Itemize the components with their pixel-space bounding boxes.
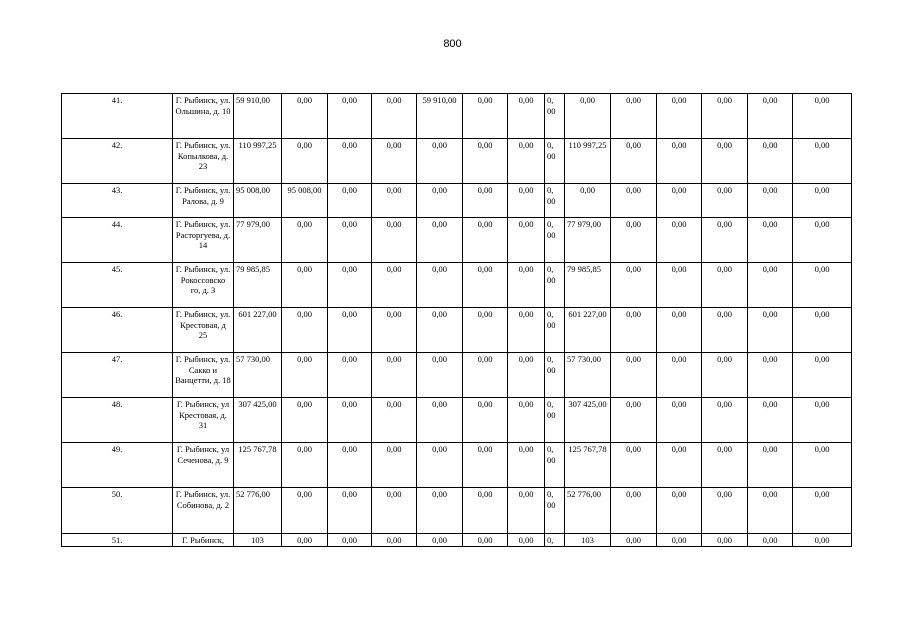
- value-cell: 0,00: [463, 534, 508, 547]
- value-cell: 0,00: [657, 139, 702, 184]
- value-cell: 0,00: [793, 184, 852, 218]
- row-number: 46.: [62, 308, 173, 353]
- address-cell: Г. Рыбинск, ул Крестовая, д. 31: [173, 398, 234, 443]
- value-cell: 0,00: [372, 488, 417, 534]
- value-cell: 0,00: [463, 139, 508, 184]
- value-cell: 0,00: [657, 218, 702, 263]
- value-cell: 77 979,00: [565, 218, 611, 263]
- value-cell: 0,00: [793, 443, 852, 488]
- total-cell: 59 910,00: [234, 94, 282, 139]
- value-cell: 0,00: [417, 308, 463, 353]
- row-number: 41.: [62, 94, 173, 139]
- value-cell: 0,00: [657, 184, 702, 218]
- value-cell: 0,00: [657, 534, 702, 547]
- value-cell: 0,00: [372, 534, 417, 547]
- value-cell: 0, 00: [545, 308, 565, 353]
- value-cell: 0,00: [793, 398, 852, 443]
- value-cell: 0,00: [463, 184, 508, 218]
- value-cell: 0,00: [463, 94, 508, 139]
- value-cell: 0,00: [508, 353, 545, 398]
- total-cell: 103: [234, 534, 282, 547]
- value-cell: 0, 00: [545, 488, 565, 534]
- value-cell: 0,00: [508, 94, 545, 139]
- address-cell: Г. Рыбинск, ул. Рокоссовско го, д. 3: [173, 263, 234, 308]
- value-cell: 0,00: [748, 308, 793, 353]
- row-number: 49.: [62, 443, 173, 488]
- value-cell: 0,00: [282, 263, 328, 308]
- value-cell: 0,00: [463, 353, 508, 398]
- value-cell: 125 767,78: [565, 443, 611, 488]
- value-cell: 0,00: [702, 308, 748, 353]
- total-cell: 125 767,78: [234, 443, 282, 488]
- value-cell: 0,00: [282, 308, 328, 353]
- value-cell: 0,00: [463, 308, 508, 353]
- row-number: 47.: [62, 353, 173, 398]
- value-cell: 0,00: [328, 443, 372, 488]
- value-cell: 0,00: [611, 184, 657, 218]
- value-cell: 0,00: [748, 139, 793, 184]
- value-cell: 0,00: [748, 488, 793, 534]
- value-cell: 95 008,00: [282, 184, 328, 218]
- value-cell: 0,00: [657, 94, 702, 139]
- value-cell: 0,00: [611, 353, 657, 398]
- total-cell: 307 425,00: [234, 398, 282, 443]
- value-cell: 0,00: [702, 263, 748, 308]
- address-cell: Г. Рыбинск, ул. Крестовая, д 25: [173, 308, 234, 353]
- value-cell: 0,00: [372, 184, 417, 218]
- value-cell: 0, 00: [545, 353, 565, 398]
- value-cell: 0,00: [508, 218, 545, 263]
- value-cell: 0,00: [372, 353, 417, 398]
- data-table: [61, 93, 852, 547]
- value-cell: 0,00: [611, 94, 657, 139]
- value-cell: 0,00: [748, 534, 793, 547]
- value-cell: 0,00: [611, 534, 657, 547]
- value-cell: 0,00: [463, 398, 508, 443]
- value-cell: 0,00: [372, 94, 417, 139]
- row-number: 45.: [62, 263, 173, 308]
- value-cell: 0, 00: [545, 443, 565, 488]
- value-cell: 0,00: [282, 488, 328, 534]
- value-cell: 0, 00: [545, 398, 565, 443]
- address-cell: Г. Рыбинск, ул Сеченова, д. 9: [173, 443, 234, 488]
- value-cell: 0,00: [417, 184, 463, 218]
- value-cell: 0,00: [508, 184, 545, 218]
- total-cell: 57 730,00: [234, 353, 282, 398]
- value-cell: 103: [565, 534, 611, 547]
- address-cell: Г. Рыбинск, ул. Ольшина, д. 10: [173, 94, 234, 139]
- value-cell: 57 730,00: [565, 353, 611, 398]
- value-cell: 0,00: [372, 398, 417, 443]
- value-cell: 0,00: [463, 263, 508, 308]
- value-cell: 0,00: [565, 184, 611, 218]
- value-cell: 601 227,00: [565, 308, 611, 353]
- value-cell: 0,00: [282, 218, 328, 263]
- value-cell: 0,00: [417, 534, 463, 547]
- value-cell: 0,00: [417, 218, 463, 263]
- value-cell: 0,00: [565, 94, 611, 139]
- table-row: [62, 353, 852, 398]
- value-cell: 0,00: [328, 94, 372, 139]
- value-cell: 0, 00: [545, 218, 565, 263]
- value-cell: 0,00: [328, 534, 372, 547]
- value-cell: 0,00: [417, 263, 463, 308]
- table-row: [62, 488, 852, 534]
- value-cell: 0,00: [702, 398, 748, 443]
- value-cell: 0, 00: [545, 184, 565, 218]
- value-cell: 0,00: [793, 353, 852, 398]
- value-cell: 0,00: [508, 398, 545, 443]
- value-cell: 0,: [545, 534, 565, 547]
- value-cell: 0,00: [508, 488, 545, 534]
- value-cell: 0,00: [328, 353, 372, 398]
- value-cell: 0,00: [508, 443, 545, 488]
- value-cell: 0,00: [328, 184, 372, 218]
- value-cell: 0,00: [417, 353, 463, 398]
- table-row: [62, 218, 852, 263]
- value-cell: 0,00: [328, 308, 372, 353]
- value-cell: 0,00: [793, 218, 852, 263]
- page-number: 800: [443, 38, 462, 50]
- value-cell: 0,00: [372, 443, 417, 488]
- value-cell: 0,00: [508, 263, 545, 308]
- value-cell: 0,00: [508, 308, 545, 353]
- row-number: 51.: [62, 534, 173, 547]
- value-cell: 0,00: [702, 488, 748, 534]
- table-body: [62, 94, 852, 547]
- value-cell: 0,00: [508, 534, 545, 547]
- value-cell: 0,00: [748, 353, 793, 398]
- value-cell: 0,00: [702, 184, 748, 218]
- value-cell: 0, 00: [545, 94, 565, 139]
- row-number: 50.: [62, 488, 173, 534]
- table-row: [62, 263, 852, 308]
- value-cell: 0,00: [372, 308, 417, 353]
- total-cell: 52 776,00: [234, 488, 282, 534]
- address-cell: Г. Рыбинск,: [173, 534, 234, 547]
- value-cell: 0,00: [611, 488, 657, 534]
- address-cell: Г. Рыбинск, ул. Сакко и Ванцетти, д. 18: [173, 353, 234, 398]
- value-cell: 0,00: [282, 353, 328, 398]
- row-number: 42.: [62, 139, 173, 184]
- value-cell: 0,00: [417, 139, 463, 184]
- table-row: [62, 534, 852, 547]
- value-cell: 0,00: [328, 139, 372, 184]
- value-cell: 0,00: [793, 263, 852, 308]
- total-cell: 79 985,85: [234, 263, 282, 308]
- value-cell: 0,00: [417, 443, 463, 488]
- value-cell: 0,00: [657, 353, 702, 398]
- value-cell: 0,00: [611, 218, 657, 263]
- value-cell: 0,00: [702, 443, 748, 488]
- value-cell: 0,00: [793, 488, 852, 534]
- value-cell: 0,00: [282, 398, 328, 443]
- value-cell: 0,00: [748, 398, 793, 443]
- address-cell: Г. Рыбинск, ул. Копылкова, д. 23: [173, 139, 234, 184]
- value-cell: 0,00: [702, 218, 748, 263]
- value-cell: 0,00: [702, 94, 748, 139]
- value-cell: 0,00: [282, 534, 328, 547]
- value-cell: 0,00: [508, 139, 545, 184]
- value-cell: 0,00: [657, 308, 702, 353]
- value-cell: 0,00: [282, 443, 328, 488]
- value-cell: 0,00: [748, 218, 793, 263]
- value-cell: 0,00: [793, 139, 852, 184]
- value-cell: 0,00: [372, 139, 417, 184]
- value-cell: 0,00: [702, 139, 748, 184]
- table-row: [62, 398, 852, 443]
- table-row: [62, 139, 852, 184]
- value-cell: 0,00: [611, 308, 657, 353]
- value-cell: 0,00: [611, 263, 657, 308]
- total-cell: 601 227,00: [234, 308, 282, 353]
- value-cell: 0,00: [611, 398, 657, 443]
- value-cell: 0,00: [657, 398, 702, 443]
- row-number: 44.: [62, 218, 173, 263]
- value-cell: 59 910,00: [417, 94, 463, 139]
- value-cell: 0,00: [748, 263, 793, 308]
- address-cell: Г. Рыбинск, ул. Собинова, д. 2: [173, 488, 234, 534]
- value-cell: 0,00: [463, 443, 508, 488]
- value-cell: 0,00: [463, 488, 508, 534]
- total-cell: 110 997,25: [234, 139, 282, 184]
- value-cell: 0,00: [417, 398, 463, 443]
- value-cell: 0,00: [611, 443, 657, 488]
- value-cell: 307 425,00: [565, 398, 611, 443]
- value-cell: 0,00: [657, 488, 702, 534]
- value-cell: 0,00: [793, 94, 852, 139]
- table-row: [62, 94, 852, 139]
- value-cell: 0,00: [702, 353, 748, 398]
- value-cell: 0,00: [282, 94, 328, 139]
- value-cell: 0,00: [793, 308, 852, 353]
- value-cell: 0,00: [328, 488, 372, 534]
- value-cell: 0,00: [657, 443, 702, 488]
- row-number: 48.: [62, 398, 173, 443]
- total-cell: 77 979,00: [234, 218, 282, 263]
- value-cell: 0,00: [328, 218, 372, 263]
- total-cell: 95 008,00: [234, 184, 282, 218]
- value-cell: 0,00: [328, 263, 372, 308]
- address-cell: Г. Рыбинск, ул. Ралова, д. 9: [173, 184, 234, 218]
- value-cell: 0,00: [702, 534, 748, 547]
- value-cell: 0,00: [417, 488, 463, 534]
- value-cell: 79 985,85: [565, 263, 611, 308]
- value-cell: 0, 00: [545, 139, 565, 184]
- table-row: [62, 308, 852, 353]
- value-cell: 0,00: [282, 139, 328, 184]
- value-cell: 0,00: [748, 94, 793, 139]
- value-cell: 0,00: [611, 139, 657, 184]
- value-cell: 0,00: [463, 218, 508, 263]
- value-cell: 0,00: [372, 218, 417, 263]
- value-cell: 0, 00: [545, 263, 565, 308]
- value-cell: 0,00: [372, 263, 417, 308]
- value-cell: 110 997,25: [565, 139, 611, 184]
- address-cell: Г. Рыбинск, ул. Расторгуева, д. 14: [173, 218, 234, 263]
- value-cell: 0,00: [748, 184, 793, 218]
- value-cell: 0,00: [328, 398, 372, 443]
- row-number: 43.: [62, 184, 173, 218]
- value-cell: 0,00: [748, 443, 793, 488]
- value-cell: 52 776,00: [565, 488, 611, 534]
- table-row: [62, 443, 852, 488]
- value-cell: 0,00: [657, 263, 702, 308]
- value-cell: 0,00: [793, 534, 852, 547]
- table-row: [62, 184, 852, 218]
